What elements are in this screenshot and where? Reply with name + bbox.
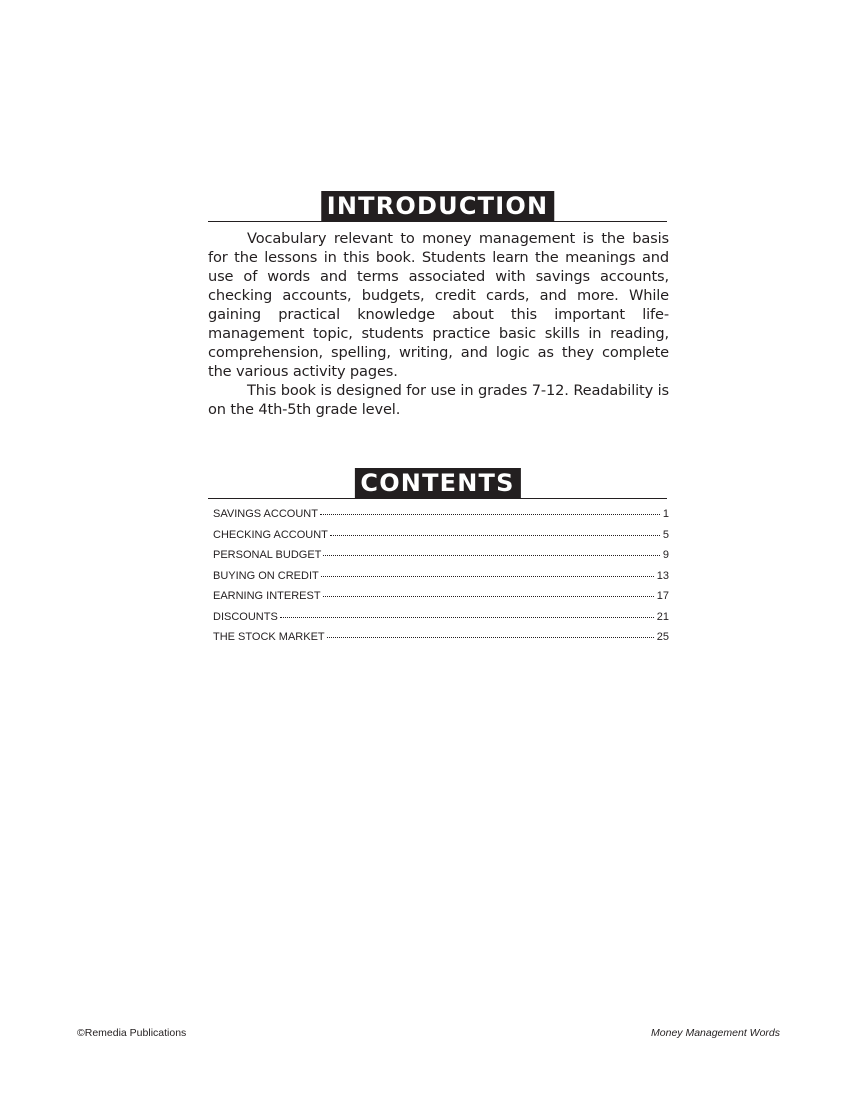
introduction-paragraph: This book is designed for use in grades 7-12. Readability is on the 4th-5th grade level. xyxy=(208,382,669,418)
toc-leader-dots xyxy=(323,555,659,556)
toc-entry-title: DISCOUNTS xyxy=(213,610,278,623)
toc-entry-page: 5 xyxy=(662,528,669,541)
introduction-heading-bar xyxy=(208,191,667,222)
toc-entry-title: EARNING INTEREST xyxy=(213,590,321,602)
toc-leader-dots xyxy=(321,576,654,577)
toc-leader-dots xyxy=(323,596,654,597)
toc-entry-page: 9 xyxy=(662,549,669,561)
introduction-paragraph: Vocabulary relevant to money management is the basis for the lessons in this book. Students learn the meanings and use of words and terms associated with savings accounts, checking accounts, budgets, credit cards, and more. While gaining practical knowledge about this important life-management topic, students practice basic skills in reading, comprehension, spelling, writing, and logic as they complete the various activity pages. xyxy=(208,230,669,380)
toc-entry[interactable] xyxy=(213,586,669,607)
toc-entry-page: 25 xyxy=(656,631,669,643)
contents-heading: CONTENTS xyxy=(354,468,520,498)
table-of-contents xyxy=(213,504,669,648)
toc-entry-page: 13 xyxy=(656,569,669,582)
toc-entry-page: 17 xyxy=(656,590,669,602)
toc-leader-dots xyxy=(280,617,654,618)
toc-entry-page: 1 xyxy=(662,508,669,520)
footer-publisher: ©Remedia Publications xyxy=(77,1027,187,1039)
toc-entry-page: 21 xyxy=(656,610,669,623)
toc-entry-title: THE STOCK MARKET xyxy=(213,631,325,643)
toc-entry-title: BUYING ON CREDIT xyxy=(213,569,319,582)
toc-leader-dots xyxy=(320,514,660,515)
footer-book-title: Money Management Words xyxy=(651,1027,780,1039)
toc-entry[interactable] xyxy=(213,607,669,628)
toc-leader-dots xyxy=(330,535,660,536)
toc-entry[interactable] xyxy=(213,504,669,525)
introduction-body xyxy=(208,229,669,419)
toc-entry-title: CHECKING ACCOUNT xyxy=(213,528,328,541)
toc-leader-dots xyxy=(327,637,654,638)
contents-heading-bar xyxy=(208,468,667,499)
introduction-heading: INTRODUCTION xyxy=(321,191,554,221)
toc-entry[interactable] xyxy=(213,525,669,546)
toc-entry-title: SAVINGS ACCOUNT xyxy=(213,508,318,520)
toc-entry-title: PERSONAL BUDGET xyxy=(213,549,322,561)
toc-entry[interactable] xyxy=(213,566,669,587)
toc-entry[interactable] xyxy=(213,545,669,566)
toc-entry[interactable] xyxy=(213,627,669,648)
